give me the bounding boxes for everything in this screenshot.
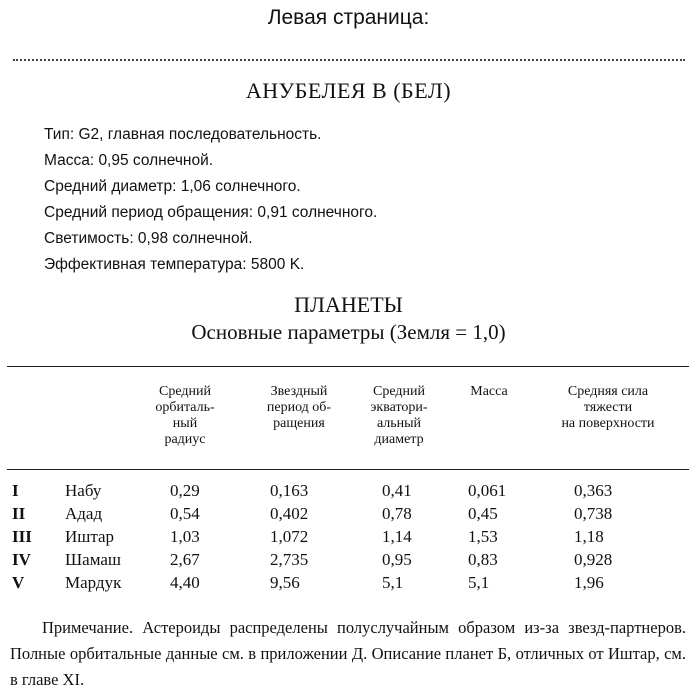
orbital-radius-value: 2,67	[170, 550, 200, 569]
mass-value: 0,061	[468, 481, 507, 500]
planet-name: Шамаш	[65, 550, 121, 569]
property-luminosity: Светимость: 0,98 солнечной.	[44, 230, 253, 247]
property-temperature: Эффективная температура: 5800 K.	[44, 256, 305, 273]
star-title: АНУБЕЛЕЯ В (БЕЛ)	[245, 78, 452, 103]
planet-name: Адад	[65, 504, 103, 523]
header-orbital-radius: Средний орбиталь- ный радиус	[155, 384, 215, 447]
gravity-value: 1,18	[574, 527, 604, 546]
planet-number: II	[12, 504, 26, 523]
orbital-radius-value: 1,03	[170, 527, 200, 546]
planet-name: Иштар	[65, 527, 115, 546]
planet-number: III	[12, 527, 32, 546]
gravity-value: 0,363	[574, 481, 613, 500]
diameter-value: 0,95	[382, 550, 412, 569]
diameter-value: 5,1	[382, 573, 404, 592]
planet-number: I	[12, 481, 19, 500]
diameter-value: 0,41	[382, 481, 412, 500]
diameter-value: 1,14	[382, 527, 412, 546]
footnote	[10, 615, 686, 693]
period-value: 9,56	[270, 573, 300, 592]
table-top-rule	[7, 366, 689, 367]
header-surface-gravity: Средняя сила тяжести на поверхности	[561, 384, 655, 431]
mass-value: 0,45	[468, 504, 498, 523]
orbital-radius-value: 4,40	[170, 573, 200, 592]
mass-value: 1,53	[468, 527, 498, 546]
diameter-value: 0,78	[382, 504, 412, 523]
table-header-rule	[7, 469, 689, 470]
header-equatorial-diameter: Средний экватори- альный диаметр	[370, 384, 428, 447]
star-properties	[44, 122, 377, 278]
gravity-value: 0,928	[574, 550, 613, 569]
gravity-value: 0,738	[574, 504, 613, 523]
planet-number: V	[12, 573, 25, 592]
gravity-value: 1,96	[574, 573, 604, 592]
mass-value: 0,83	[468, 550, 498, 569]
planet-number: IV	[12, 550, 31, 569]
property-mass: Масса: 0,95 солнечной.	[44, 152, 214, 169]
orbital-radius-value: 0,54	[170, 504, 200, 523]
page-header: Левая страница:	[267, 6, 430, 29]
footnote-text: Примечание. Астероиды распределены полуслучайным образом из-за звезд-партнеров. Полные орбитальные данные см. в приложении Д. Описание планет Б, отличных от Иштар, см. в главе XI.	[10, 618, 686, 689]
period-value: 0,402	[270, 504, 309, 523]
property-rotation-period: Средний период обращения: 0,91 солнечного.	[44, 204, 378, 221]
period-value: 1,072	[270, 527, 309, 546]
mass-value: 5,1	[468, 573, 490, 592]
header-mass: Масса	[470, 384, 508, 399]
property-diameter: Средний диаметр: 1,06 солнечного.	[44, 178, 301, 195]
planets-title: ПЛАНЕТЫ	[294, 292, 403, 317]
period-value: 0,163	[270, 481, 309, 500]
planets-subtitle: Основные параметры (Земля = 1,0)	[191, 320, 506, 344]
orbital-radius-value: 0,29	[170, 481, 200, 500]
period-value: 2,735	[270, 550, 309, 569]
dotted-separator	[13, 59, 685, 61]
property-type: Тип: G2, главная последовательность.	[44, 126, 322, 143]
planet-name: Мардук	[65, 573, 122, 592]
planet-name: Набу	[65, 481, 102, 500]
header-sidereal-period: Звездный период об- ращения	[266, 384, 332, 431]
